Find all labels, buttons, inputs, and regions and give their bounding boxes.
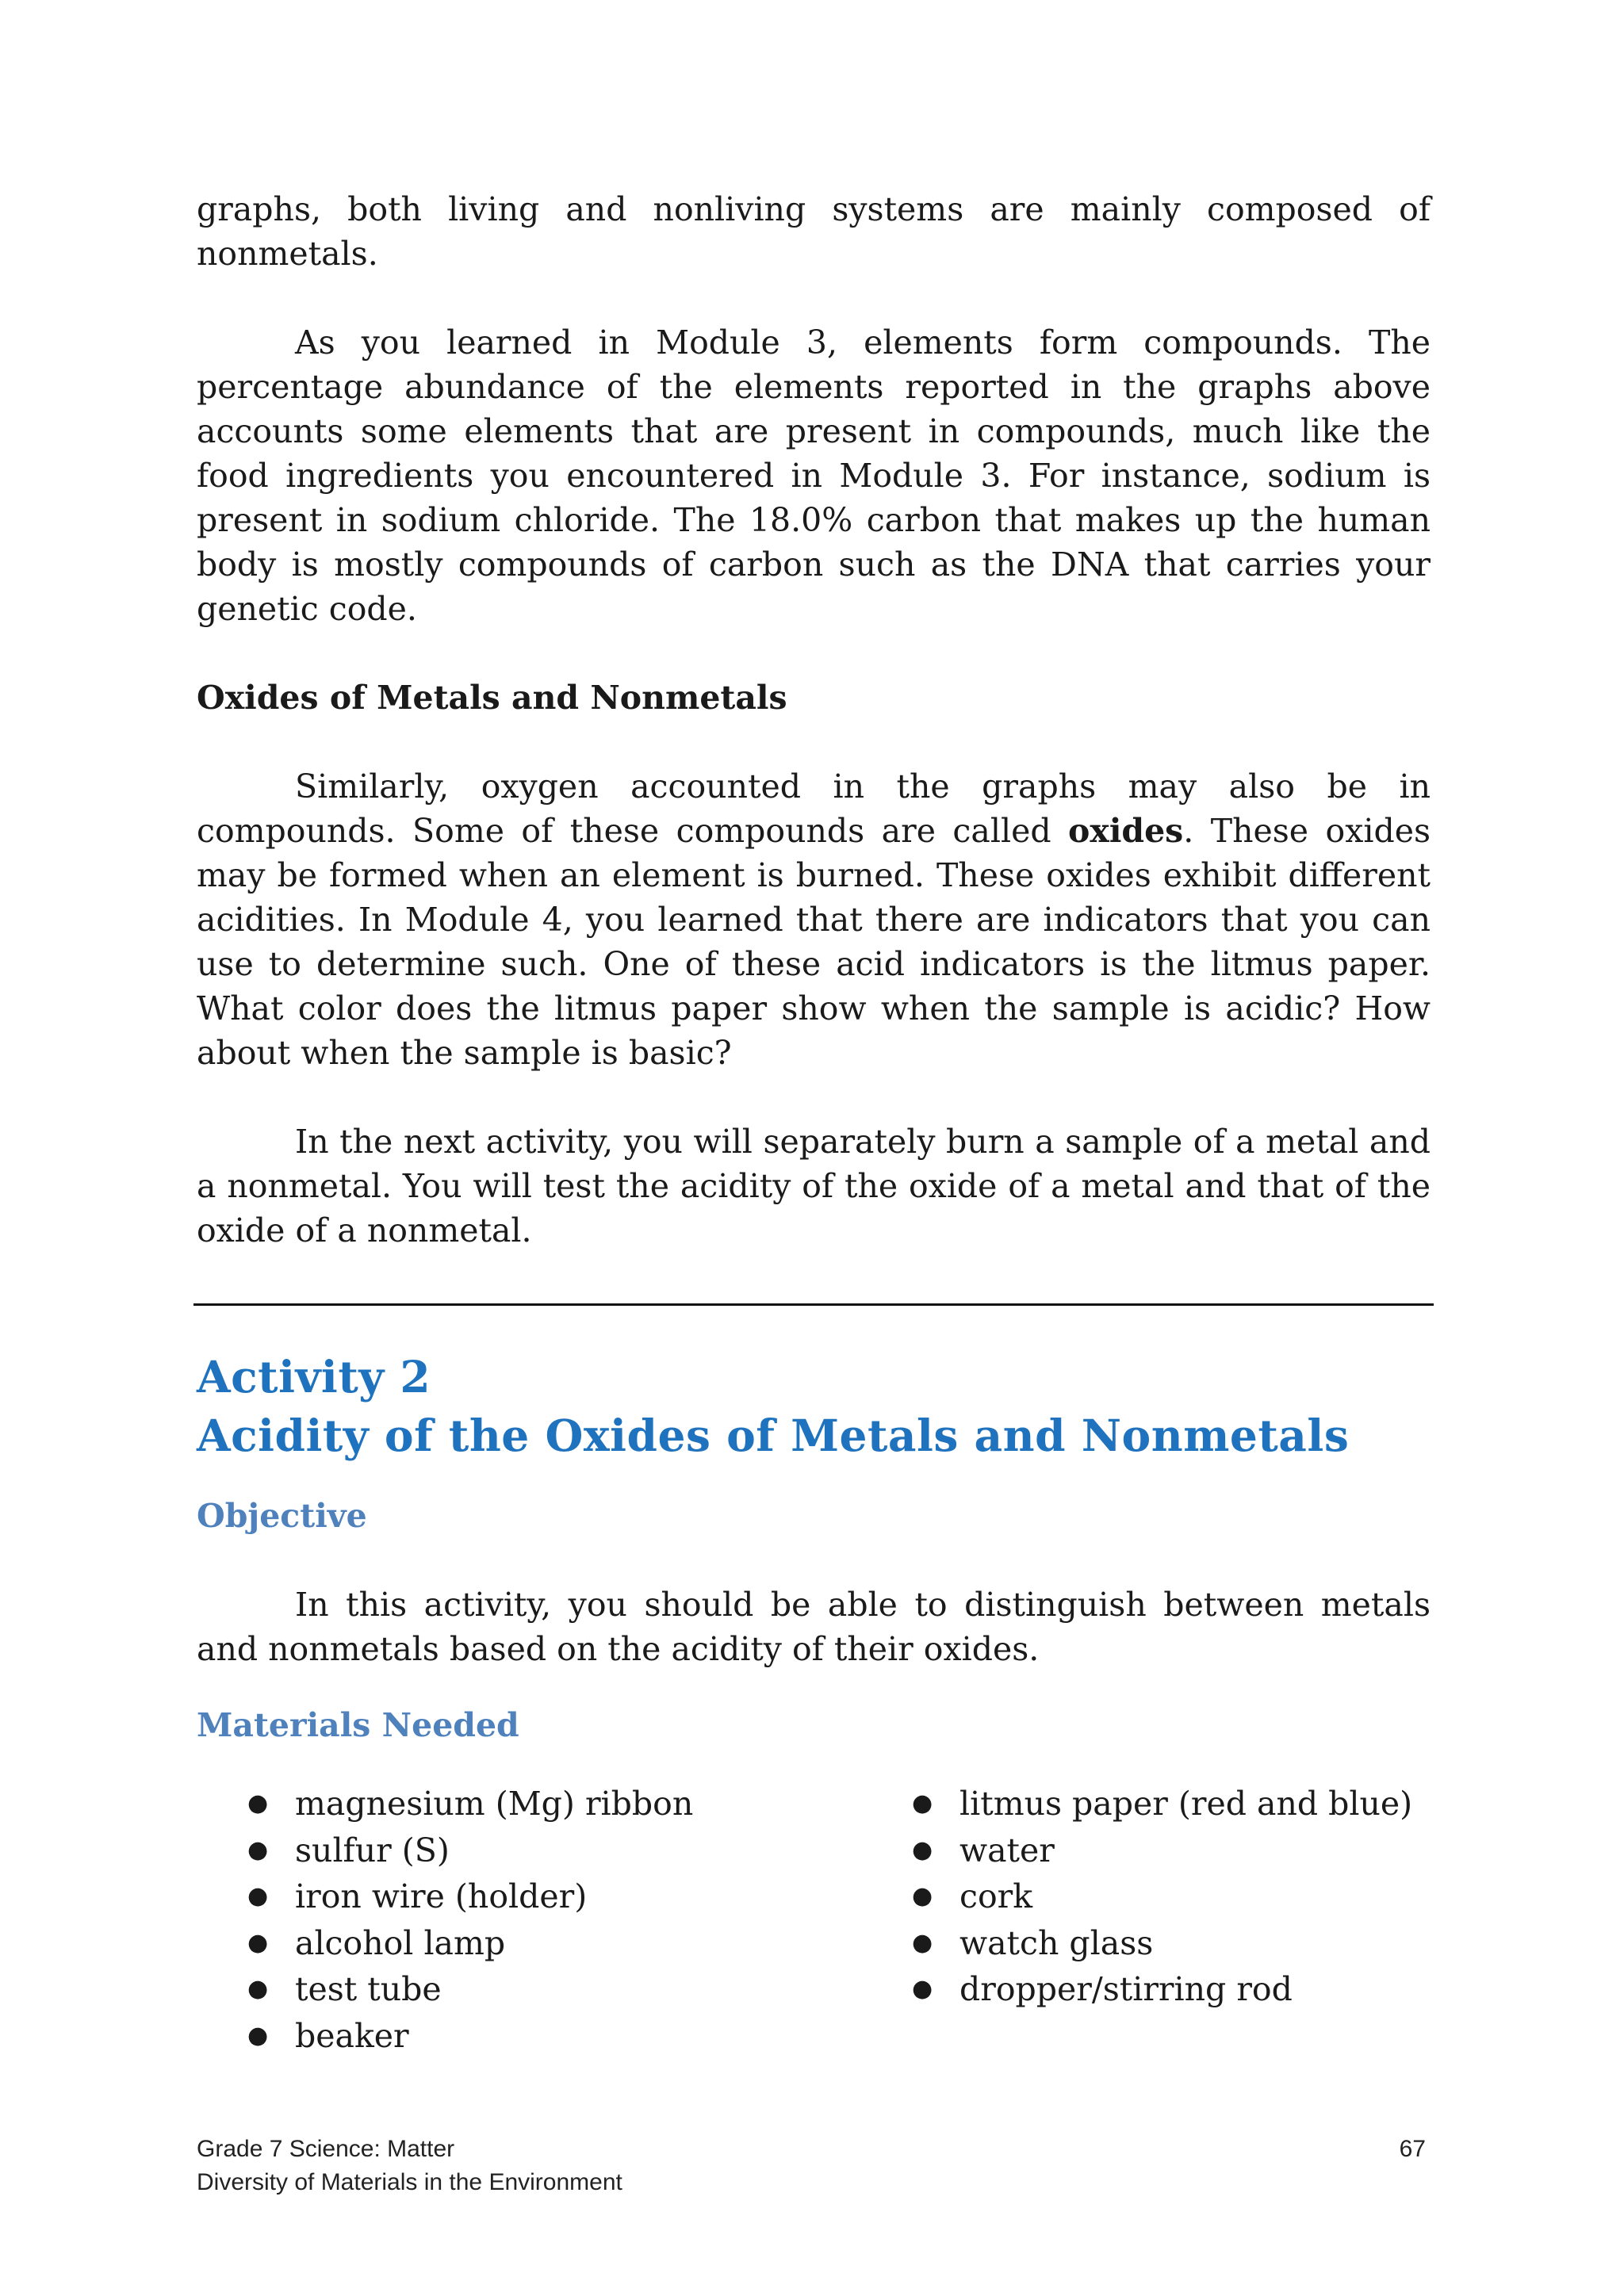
bullet-icon: ●: [912, 1835, 933, 1864]
list-item: ● dropper/stirring rod: [861, 1966, 1412, 2013]
bullet-icon: ●: [912, 1882, 933, 1910]
bullet-icon: ●: [247, 1789, 269, 1817]
page-number: 67: [1399, 2136, 1426, 2162]
oxides-term: oxides: [1068, 812, 1184, 850]
bullet-icon: ●: [912, 1928, 933, 1957]
activity-number: Activity 2: [197, 1351, 431, 1402]
list-item: ● cork: [861, 1873, 1412, 1920]
list-item: ● test tube: [197, 1966, 693, 2013]
footer-subtitle: Diversity of Materials in the Environment: [197, 2169, 622, 2195]
intro-paragraph-1: graphs, both living and nonliving systems are mainly composed of nonmetals.: [197, 190, 1431, 273]
bullet-icon: ●: [247, 2021, 269, 2049]
objective-heading-wrap: [197, 1494, 1431, 1538]
body-text: [197, 187, 1431, 1253]
materials-list-right: [861, 1781, 1412, 2013]
list-item: ● beaker: [197, 2013, 693, 2060]
list-item: ● litmus paper (red and blue): [861, 1781, 1412, 1827]
list-item: ● iron wire (holder): [197, 1873, 693, 1920]
oxides-paragraph-1: [197, 764, 1431, 1075]
bullet-icon: ●: [912, 1789, 933, 1817]
footer-course: Grade 7 Science: Matter: [197, 2136, 455, 2162]
materials-heading: Materials Needed: [197, 1706, 519, 1744]
bullet-icon: ●: [247, 1928, 269, 1957]
bullet-icon: ●: [912, 1975, 933, 2003]
materials-list-left: [197, 1781, 693, 2059]
list-item: ● magnesium (Mg) ribbon: [197, 1781, 693, 1827]
bullet-icon: ●: [247, 1882, 269, 1910]
page-footer: [197, 2133, 1431, 2199]
list-item: ● watch glass: [861, 1920, 1412, 1967]
intro-paragraph-2: As you learned in Module 3, elements form compounds. The percentage abundance of the elements reported in the graphs above accounts some elements that are present in compounds, much like the food ingredients you encountered in Module 3. For instance, sodium is present in sodium chloride. The 18.0% carbon that makes up the human body is mostly compounds of carbon such as the DNA that carries your genetic code.: [197, 323, 1431, 628]
objective-heading: Objective: [197, 1497, 367, 1535]
activity-title: Acidity of the Oxides of Metals and Nonmetals: [197, 1410, 1350, 1461]
bullet-icon: ●: [247, 1835, 269, 1864]
list-item: ● sulfur (S): [197, 1827, 693, 1874]
list-item: ● alcohol lamp: [197, 1920, 693, 1967]
oxides-paragraph-2: In the next activity, you will separately burn a sample of a metal and a nonmetal. You will test the acidity of the oxide of a metal and that of the oxide of a nonmetal.: [197, 1123, 1431, 1249]
list-item: ● water: [861, 1827, 1412, 1874]
section-divider: [193, 1303, 1434, 1306]
oxides-p1-end: . These oxides may be formed when an element is burned. These oxides exhibit different acidities. In Module 4, you learned that there are indicators that you can use to determine such. One of these acid indicators is the litmus paper. What color does the litmus paper show when the sample is acidic? How about when the sample is basic?: [197, 812, 1431, 1072]
oxides-p1-start: Similarly, oxygen accounted in the graphs may also be in compounds. Some of these compounds are called: [197, 767, 1431, 850]
materials-heading-wrap: [197, 1703, 1431, 1747]
objective-text: In this activity, you should be able to distinguish between metals and nonmetals based on the acidity of their oxides.: [197, 1586, 1431, 1668]
activity-heading: [197, 1348, 1465, 1465]
bullet-icon: ●: [247, 1975, 269, 2003]
objective-text-wrap: [197, 1582, 1431, 1671]
oxides-heading: Oxides of Metals and Nonmetals: [197, 679, 787, 717]
